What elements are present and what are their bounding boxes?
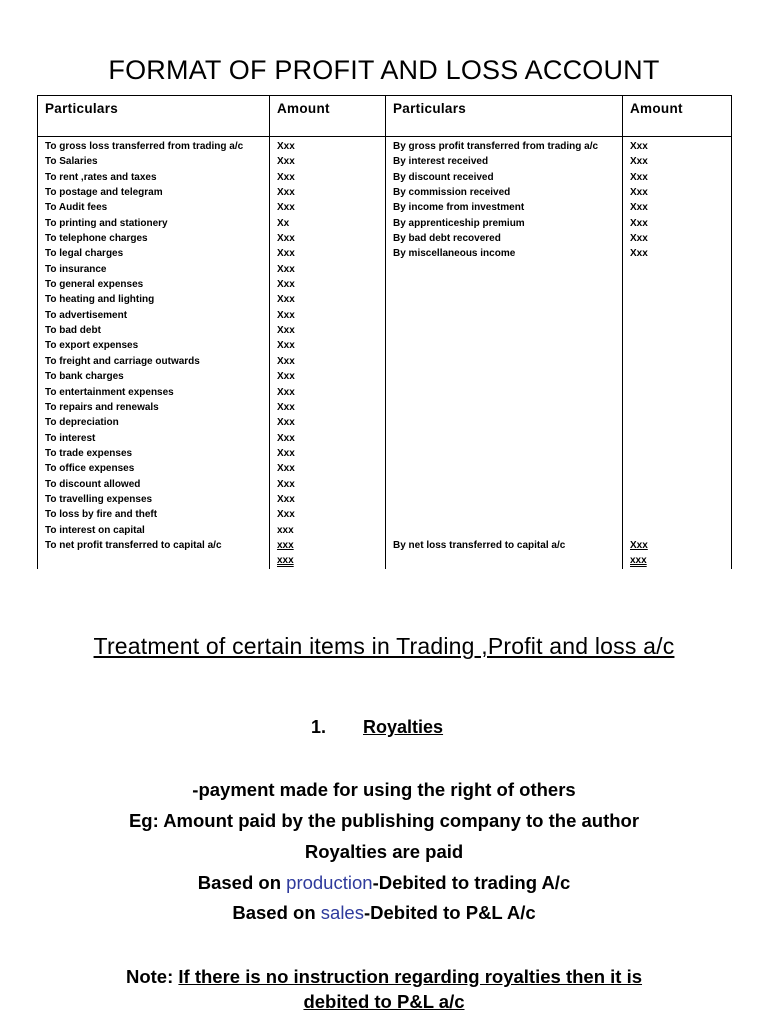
production-keyword: production [286,872,373,893]
debit-particular: To Salaries [38,154,270,169]
table-row [38,200,732,215]
debit-amount: xxx [270,538,386,553]
debit-amount: Xxx [270,308,386,323]
credit-amount [623,492,732,507]
debit-particular: To travelling expenses [38,492,270,507]
credit-amount [623,477,732,492]
credit-particular [386,446,623,461]
table-row [38,262,732,277]
credit-amount: Xxx [623,246,732,261]
credit-particular: By interest received [386,154,623,169]
table-row [38,154,732,169]
credit-amount [623,262,732,277]
credit-amount: Xxx [623,170,732,185]
credit-particular: By commission received [386,185,623,200]
page-title: FORMAT OF PROFIT AND LOSS ACCOUNT [108,55,660,85]
credit-amount [623,400,732,415]
table-row [38,369,732,384]
debit-particular: To postage and telegram [38,185,270,200]
note-block [0,964,768,1014]
header-particulars-credit: Particulars [386,96,623,137]
debit-amount: Xxx [270,354,386,369]
table-row [38,477,732,492]
table-row [38,137,732,155]
table-row [38,446,732,461]
debit-particular: To telephone charges [38,231,270,246]
body-line-example: Eg: Amount paid by the publishing company to the author [128,810,640,831]
table-row [38,185,732,200]
credit-amount [623,292,732,307]
credit-amount [623,507,732,522]
credit-particular [386,553,623,568]
debit-particular: To entertainment expenses [38,385,270,400]
debit-amount: Xxx [270,507,386,522]
credit-amount [623,415,732,430]
debit-amount: Xxx [270,262,386,277]
table-header-row [38,96,732,137]
credit-amount [623,369,732,384]
credit-amount [623,277,732,292]
credit-amount: Xxx [623,216,732,231]
debit-amount: Xxx [270,415,386,430]
debit-particular: To depreciation [38,415,270,430]
debit-particular: To discount allowed [38,477,270,492]
credit-particular: By income from investment [386,200,623,215]
debit-particular: To bank charges [38,369,270,384]
note-line-1: If there is no instruction regarding royalties then it is [178,966,643,987]
debit-amount: Xxx [270,170,386,185]
debit-particular: To heating and lighting [38,292,270,307]
credit-particular: By bad debt recovered [386,231,623,246]
debit-particular: To export expenses [38,338,270,353]
table-row [38,492,732,507]
debit-particular: To bad debt [38,323,270,338]
table-row [38,323,732,338]
credit-amount [623,354,732,369]
table-row [38,246,732,261]
credit-particular [386,354,623,369]
production-suffix: -Debited to trading A/c [372,872,571,893]
table-row [38,338,732,353]
credit-amount [623,431,732,446]
credit-amount [623,323,732,338]
body-line-paid: Royalties are paid [304,841,464,862]
credit-particular: By discount received [386,170,623,185]
credit-amount: xxx [623,553,732,568]
item-number: 1. [311,717,327,737]
credit-particular [386,400,623,415]
debit-amount: Xxx [270,492,386,507]
credit-particular [386,323,623,338]
credit-particular [386,292,623,307]
credit-amount: Xxx [623,538,732,553]
credit-particular [386,277,623,292]
debit-particular: To repairs and renewals [38,400,270,415]
header-particulars-debit: Particulars [38,96,270,137]
table-row [38,523,732,538]
debit-particular: To Audit fees [38,200,270,215]
credit-amount [623,385,732,400]
credit-particular [386,492,623,507]
credit-particular [386,523,623,538]
debit-amount: Xxx [270,446,386,461]
note-line-2: debited to P&L a/c [303,991,465,1012]
debit-particular: To interest [38,431,270,446]
header-amount-debit: Amount [270,96,386,137]
debit-amount: Xxx [270,338,386,353]
table-row [38,507,732,522]
debit-particular: To gross loss transferred from trading a/c [38,137,270,155]
debit-amount: Xxx [270,277,386,292]
profit-loss-table [37,95,732,569]
debit-particular: To general expenses [38,277,270,292]
credit-particular [386,431,623,446]
debit-amount: Xxx [270,246,386,261]
table-row [38,431,732,446]
debit-particular: To office expenses [38,461,270,476]
table-row [38,354,732,369]
note-prefix: Note: [125,966,179,987]
credit-particular [386,338,623,353]
debit-particular: To insurance [38,262,270,277]
debit-particular [38,553,270,568]
table-row [38,538,732,553]
debit-amount: Xx [270,216,386,231]
debit-amount: Xxx [270,185,386,200]
sales-prefix: Based on [232,902,321,923]
debit-particular: To advertisement [38,308,270,323]
debit-amount: Xxx [270,154,386,169]
credit-amount: Xxx [623,200,732,215]
credit-particular: By apprenticeship premium [386,216,623,231]
debit-amount: Xxx [270,231,386,246]
credit-amount: Xxx [623,231,732,246]
credit-particular: By gross profit transferred from trading a/c [386,137,623,155]
credit-particular [386,415,623,430]
credit-particular [386,461,623,476]
credit-amount: Xxx [623,154,732,169]
debit-particular: To freight and carriage outwards [38,354,270,369]
table-row [38,231,732,246]
credit-amount: Xxx [623,137,732,155]
body-line-production [0,872,768,894]
credit-amount [623,461,732,476]
credit-amount [623,308,732,323]
body-line-definition: -payment made for using the right of others [192,779,576,800]
table-row [38,400,732,415]
table-body [38,137,732,569]
credit-amount [623,338,732,353]
credit-amount: Xxx [623,185,732,200]
table-row [38,292,732,307]
debit-particular: To interest on capital [38,523,270,538]
production-prefix: Based on [197,872,287,893]
table-row [38,170,732,185]
sales-suffix: -Debited to P&L A/c [363,902,536,923]
table-row [38,277,732,292]
table-row [38,385,732,400]
debit-amount: Xxx [270,137,386,155]
credit-amount [623,523,732,538]
credit-particular [386,369,623,384]
debit-particular: To net profit transferred to capital a/c [38,538,270,553]
debit-amount: Xxx [270,477,386,492]
credit-particular: By miscellaneous income [386,246,623,261]
debit-amount: Xxx [270,400,386,415]
table-row [38,415,732,430]
debit-amount: Xxx [270,292,386,307]
credit-amount [623,446,732,461]
table-row [38,308,732,323]
credit-particular [386,262,623,277]
debit-particular: To loss by fire and theft [38,507,270,522]
debit-amount: Xxx [270,461,386,476]
header-amount-credit: Amount [623,96,732,137]
credit-particular [386,308,623,323]
debit-particular: To rent ,rates and taxes [38,170,270,185]
debit-particular: To trade expenses [38,446,270,461]
debit-amount: Xxx [270,385,386,400]
sales-keyword: sales [320,902,364,923]
credit-particular [386,477,623,492]
table-row [38,553,732,568]
debit-amount: Xxx [270,369,386,384]
body-line-sales [0,902,768,924]
item-label: Royalties [363,717,444,737]
debit-particular: To printing and stationery [38,216,270,231]
debit-amount: Xxx [270,431,386,446]
credit-particular [386,385,623,400]
debit-particular: To legal charges [38,246,270,261]
debit-amount: xxx [270,523,386,538]
table-row [38,216,732,231]
debit-amount: Xxx [270,323,386,338]
debit-amount: Xxx [270,200,386,215]
credit-particular [386,507,623,522]
table-row [38,461,732,476]
debit-amount: xxx [270,553,386,568]
credit-particular: By net loss transferred to capital a/c [386,538,623,553]
section-heading: Treatment of certain items in Trading ,Profit and loss a/c [93,633,675,659]
